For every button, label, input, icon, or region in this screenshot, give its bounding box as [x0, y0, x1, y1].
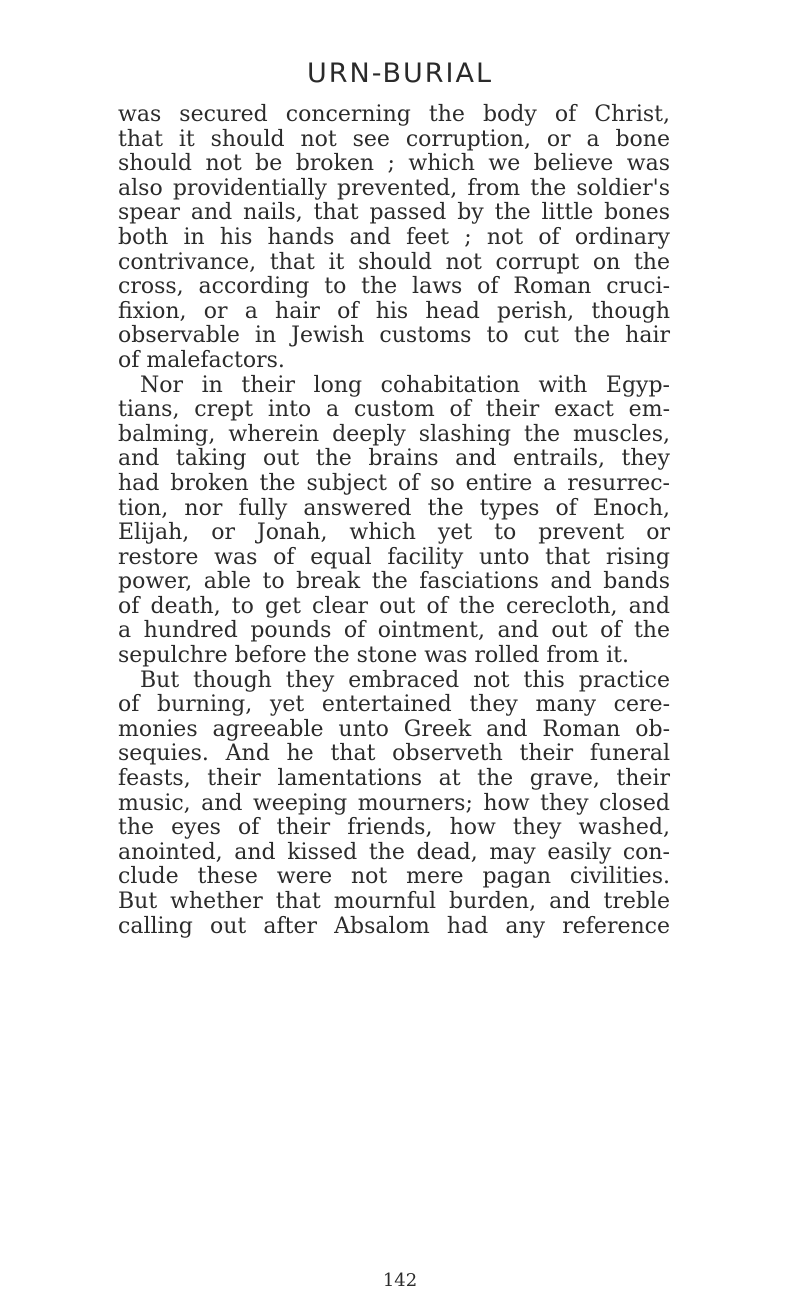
text-line: a hundred pounds of ointment, and out of the [118, 618, 670, 644]
text-line: tion, nor fully answered the types of Enoch, [118, 495, 670, 521]
running-head: URN-BURIAL [306, 58, 494, 89]
text-line: of malefactors. [118, 347, 285, 373]
text-line: tians, crept into a custom of their exact em- [118, 397, 670, 423]
text-line: that it should not see corruption, or a bone [118, 126, 670, 152]
text-line: But though they embraced not this practice [140, 667, 670, 693]
text-line: anointed, and kissed the dead, may easily con- [118, 839, 670, 865]
text-line: sepulchre before the stone was rolled from it. [118, 643, 630, 669]
text-line: Elijah, or Jonah, which yet to prevent or [118, 520, 670, 546]
text-line: calling out after Absalom had any reference [118, 913, 670, 939]
text-line: spear and nails, that passed by the little bones [118, 200, 670, 226]
text-line: feasts, their lamentations at the grave, their [118, 766, 670, 792]
text-line: contrivance, that it should not corrupt on the [118, 249, 670, 275]
text-line: restore was of equal facility unto that rising [118, 544, 670, 570]
text-line: cross, according to the laws of Roman cruci- [118, 274, 670, 300]
text-line: and taking out the brains and entrails, they [118, 446, 670, 472]
text-line: power, able to break the fasciations and bands [118, 569, 670, 595]
text-line: Nor in their long cohabitation with Egyp- [140, 372, 670, 398]
body-text [118, 103, 670, 939]
paragraph [118, 374, 670, 669]
text-line: of death, to get clear out of the cerecloth, and [118, 593, 670, 619]
text-line: both in his hands and feet ; not of ordinary [118, 224, 670, 250]
text-line: had broken the subject of so entire a resurrec- [118, 470, 670, 496]
text-line: also providentially prevented, from the soldier's [118, 175, 670, 201]
text-line: of burning, yet entertained they many cere- [118, 692, 670, 718]
text-line: music, and weeping mourners; how they closed [118, 790, 670, 816]
text-line: observable in Jewish customs to cut the hair [118, 323, 670, 349]
paragraph [118, 103, 670, 374]
text-line: was secured concerning the body of Christ, [118, 102, 670, 127]
text-line: should not be broken ; which we believe was [118, 151, 670, 177]
page-number: 142 [382, 1270, 418, 1291]
text-line: But whether that mournful burden, and treble [118, 889, 670, 914]
text-line: sequies. And he that observeth their funeral [118, 741, 670, 767]
text-line: monies agreeable unto Greek and Roman ob- [118, 716, 670, 742]
text-line: balming, wherein deeply slashing the muscles, [118, 421, 670, 447]
text-line: fixion, or a hair of his head perish, though [118, 298, 670, 324]
text-line: the eyes of their friends, how they washed, [118, 815, 670, 841]
text-line: clude these were not mere pagan civilities. [118, 864, 670, 890]
paragraph [118, 669, 670, 940]
